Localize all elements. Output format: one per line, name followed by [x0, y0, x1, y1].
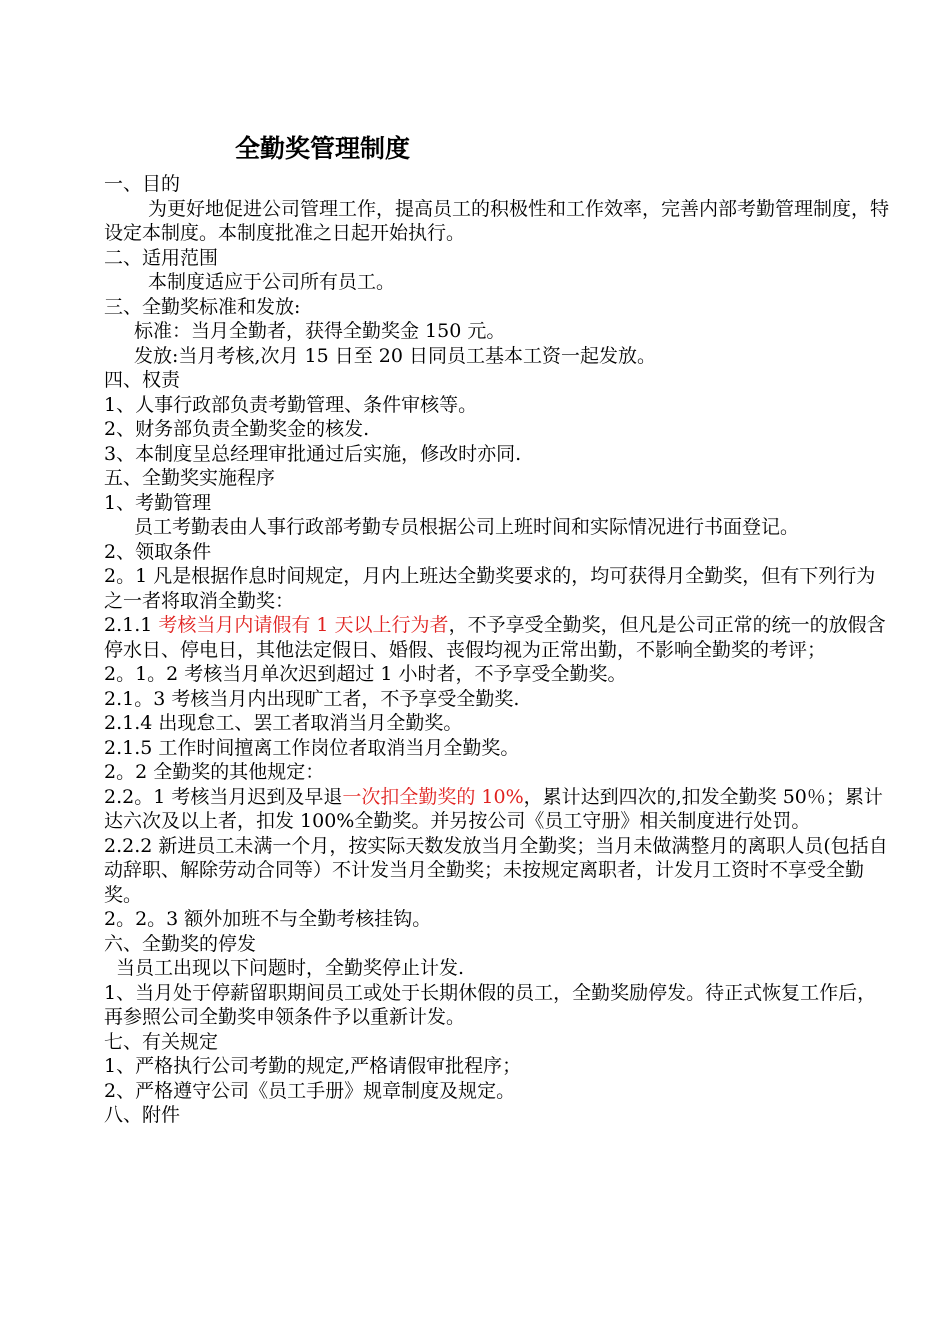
- highlight-text: 考核当月内请假有 1 天以上行为者: [158, 614, 449, 636]
- paragraph-purpose: 为更好地促进公司管理工作，提高员工的积极性和工作效率，完善内部考勤管理制度，特设定本制度。本制度批准之日起开始执行。: [104, 197, 890, 244]
- rule-text: ，不予享受全勤奖，但凡是公司正常的统一的放假含停水日、停电日，其他法定假日、婚假、丧假均视为正常出勤，不影响全勤奖的考评；: [104, 614, 886, 661]
- list-item: 1、人事行政部负责考勤管理、条件审核等。: [104, 393, 478, 416]
- highlight-text: 一次扣全勤奖的 10%: [342, 785, 524, 808]
- rule-2-1-1: [104, 613, 894, 662]
- paragraph-attendance: 员工考勤表由人事行政部考勤专员根据公司上班时间和实际情况进行书面登记。: [134, 516, 800, 538]
- rule-text: ，累计达到四次的,扣发全勤奖 50％；累计达六次及以上者，扣发 100%全勤奖。并另按公司《员工守册》相关制度进行处罚。: [104, 785, 883, 832]
- rule-2-1-2: 2。1。2 考核当月单次迟到超过 1 小时者，不予享受全勤奖。: [104, 663, 627, 685]
- subsection-conditions: 2、领取条件: [104, 540, 212, 563]
- section-heading-purpose: 一、目的: [104, 173, 181, 195]
- subsection-attendance: 1、考勤管理: [104, 491, 212, 514]
- rule-number: 2.1.1: [104, 614, 159, 636]
- rule-2-2: 2。2 全勤奖的其他规定：: [104, 761, 325, 783]
- list-item: 2、财务部负责全勤奖金的核发.: [104, 418, 370, 440]
- section-heading-attachment: 八、附件: [104, 1104, 181, 1126]
- rule-2-1-4: 2.1.4 出现怠工、罢工者取消当月全勤奖。: [104, 712, 463, 734]
- rule-2-2-1: [104, 785, 894, 834]
- list-item: 1、严格执行公司考勤的规定,严格请假审批程序；: [104, 1055, 522, 1077]
- section-heading-responsibility: 四、权责: [104, 369, 181, 391]
- rule-2-2-2: 2.2.2 新进员工未满一个月，按实际天数发放当月全勤奖；当月未做满整月的离职人员(包括自动辞职、解除劳动合同等）不计发当月全勤奖；未按规定离职者，计发月工资时不享受全勤奖。: [104, 834, 888, 906]
- list-item: 2、严格遵守公司《员工手册》规章制度及规定。: [104, 1079, 516, 1102]
- document-title: 全勤奖管理制度: [235, 134, 411, 163]
- paragraph-suspension: 当员工出现以下问题时，全勤奖停止计发.: [116, 957, 465, 979]
- section-heading-scope: 二、适用范围: [104, 246, 219, 269]
- list-item: 1、当月处于停薪留职期间员工或处于长期休假的员工，全勤奖励停发。待正式恢复工作后，再参照公司全勤奖申领条件予以重新计发。: [104, 981, 877, 1028]
- rule-2-1-3: 2.1。3 考核当月内出现旷工者，不予享受全勤奖.: [104, 687, 520, 710]
- section-heading-standard: 三、全勤奖标准和发放:: [104, 295, 301, 318]
- section-heading-suspension: 六、全勤奖的停发: [104, 932, 257, 955]
- section-heading-regulations: 七、有关规定: [104, 1030, 219, 1053]
- paragraph-standard: 标准：当月全勤者，获得全勤奖金 150 元。: [134, 320, 506, 342]
- paragraph-payment: 发放:当月考核,次月 15 日至 20 日同员工基本工资一起发放。: [134, 344, 656, 367]
- list-item: 3、本制度呈总经理审批通过后实施，修改时亦同.: [104, 442, 522, 465]
- rule-2-1: 2。1 凡是根据作息时间规定，月内上班达全勤奖要求的，均可获得月全勤奖，但有下列行为之一者将取消全勤奖：: [104, 565, 876, 612]
- rule-2-1-5: 2.1.5 工作时间擅离工作岗位者取消当月全勤奖。: [104, 736, 520, 759]
- paragraph-scope: 本制度适应于公司所有员工。: [148, 271, 396, 293]
- document-page: [104, 132, 894, 1128]
- rule-text: 2.2。1 考核当月迟到及早退: [104, 785, 343, 808]
- section-heading-procedure: 五、全勤奖实施程序: [104, 467, 276, 489]
- rule-2-2-3: 2。2。3 额外加班不与全勤考核挂钩。: [104, 908, 432, 930]
